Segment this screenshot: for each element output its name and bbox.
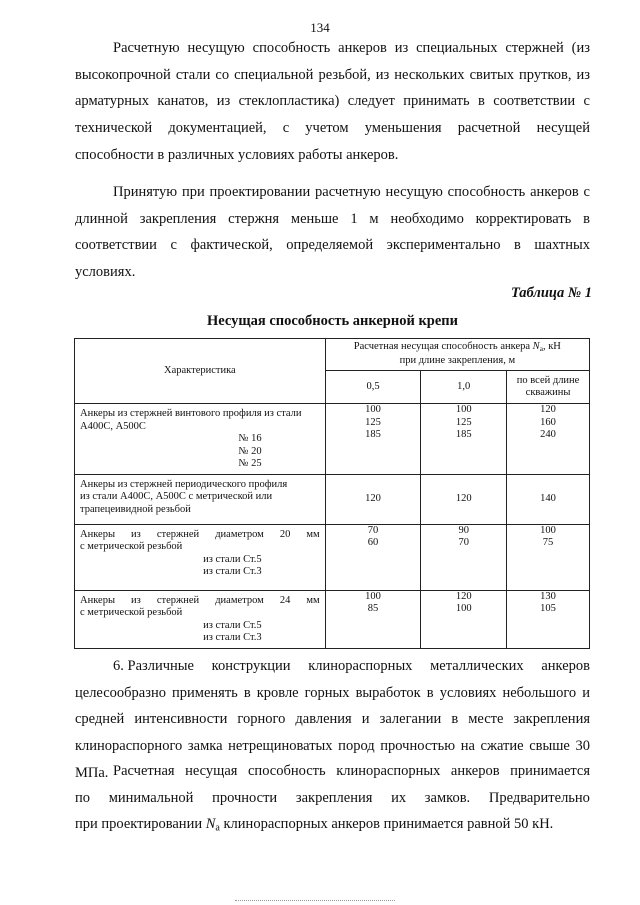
paragraph-1: Расчетную несущую способность анкеров из специальных стержней (из высокопрочной стали со специальной резьбой, из нескольких свитых прутков, из арматурных канатов, из стеклопластика) следует принимать в соответствии с технической документацией, с учетом уменьшения расчетной несущей способности в различных условиях работы анкеров. [75, 40, 590, 163]
row-value-1-0: 100 125 185 [421, 404, 507, 475]
page-number: 134 [310, 20, 330, 35]
table-row [75, 524, 590, 590]
row-value-full: 120 160 240 [507, 404, 590, 475]
table-row [75, 590, 590, 648]
row-value-full: 130 105 [507, 590, 590, 648]
row-value-0-5: 120 [325, 474, 421, 524]
header-col-1-0: 1,0 [421, 371, 507, 404]
row-value-1-0: 120 100 [421, 590, 507, 648]
header-capacity: Расчетная несущая способность анкера Nа, кН при длине закрепления, м [325, 339, 589, 371]
row-desc: Анкеры из стержней периодического профиля из стали А400С, А500С с метрической или трапецеивидной резьбой [75, 474, 326, 524]
table-title: Несущая способность анкерной крепи [206, 313, 459, 329]
paragraph-4: Расчетная несущая способность клинораспорных анкеров принимается по минимальной прочности закрепления их замков. Предварительно при проектировании Nа клинораспорных анкеров принимается равной 50 кН. [75, 763, 590, 834]
row-desc: Анкеры из стержней диаметром 24 мм с метрической резьбой из стали Ст.5 из стали Ст.3 [75, 590, 326, 648]
row-desc: Анкеры из стержней винтового профиля из стали А400С, А500С № 16 № 20 № 25 [75, 404, 326, 475]
row-value-0-5: 100 125 185 [325, 404, 421, 475]
row-value-0-5: 70 60 [325, 524, 421, 590]
row-value-1-0: 120 [421, 474, 507, 524]
row-value-0-5: 100 85 [325, 590, 421, 648]
footer-divider [235, 900, 395, 901]
paragraph-2: Принятую при проектировании расчетную несущую способность анкеров с длинной закрепления стержня меньше 1 м необходимо корректировать в соответствии с фактической, определяемой экспериментально в шахтных условиях. [75, 184, 590, 281]
header-col-0-5: 0,5 [325, 371, 421, 404]
capacity-table [74, 338, 590, 649]
row-value-full: 100 75 [507, 524, 590, 590]
table-label: Таблица № 1 [510, 285, 592, 301]
row-value-1-0: 90 70 [421, 524, 507, 590]
header-characteristic: Характеристика [75, 339, 326, 404]
row-value-full: 140 [507, 474, 590, 524]
row-desc: Анкеры из стержней диаметром 20 мм с метрической резьбой из стали Ст.5 из стали Ст.3 [75, 524, 326, 590]
table-row [75, 404, 590, 475]
header-col-full-length: по всей длине скважины [507, 371, 590, 404]
table-row [75, 474, 590, 524]
paragraph-3: 6. Различные конструкции клинораспорных металлических анкеров целесообразно применять в кровле горных выработок в условиях небольшого и средней интенсивности горного давления и залегании в месте закрепления клинораспорного замка нетрещиноватых пород прочностью на сжатие свыше 30 МПа. [75, 658, 590, 781]
